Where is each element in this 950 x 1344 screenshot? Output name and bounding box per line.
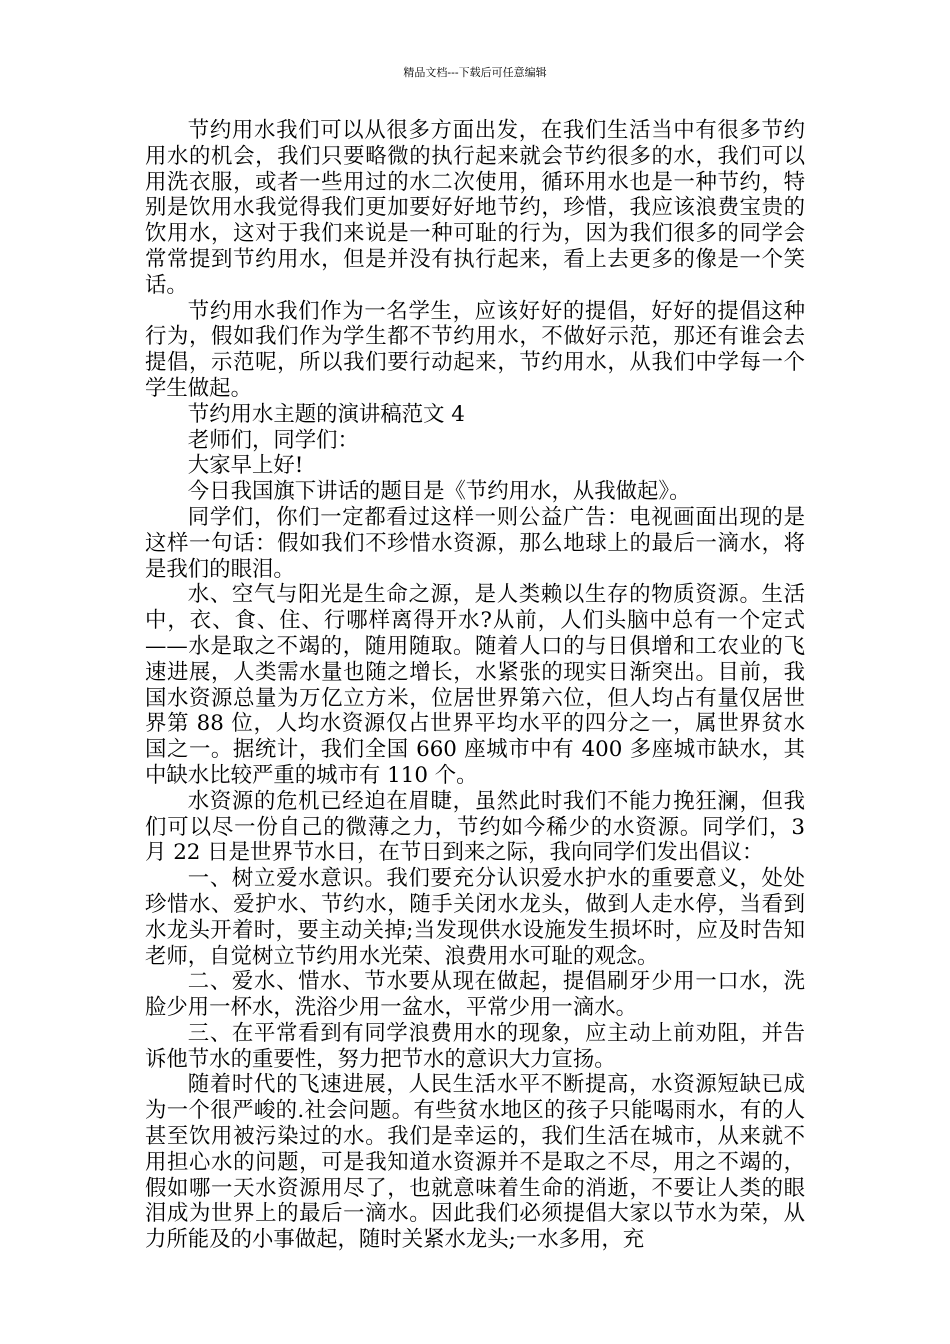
proposal-item: 二、爱水、惜水、节水要从现在做起，提倡刷牙少用一口水，洗脸少用一杯水，洗浴少用一盆水，平常少用一滴水。 xyxy=(145,969,805,1021)
paragraph: 节约用水我们作为一名学生，应该好好的提倡，好好的提倡这种行为，假如我们作为学生都不节约用水，不做好示范，那还有谁会去提倡，示范呢，所以我们要行动起来，节约用水，从我们中学每一个学生做起。 xyxy=(145,298,805,401)
paragraph: 水资源的危机已经迫在眉睫，虽然此时我们不能力挽狂澜，但我们可以尽一份自己的微薄之力，节约如今稀少的水资源。同学们，3 月 22 日是世界节水日，在节日到来之际，我向同学们发出倡议： xyxy=(145,788,805,866)
paragraph: 今日我国旗下讲话的题目是《节约用水，从我做起》。 xyxy=(187,479,691,505)
page-header: 精品文档---下载后可任意编辑 xyxy=(403,66,547,79)
greeting: 大家早上好! xyxy=(187,453,304,479)
paragraph: 同学们，你们一定都看过这样一则公益广告：电视画面出现的是这样一句话：假如我们不珍惜水资源，那么地球上的最后一滴水，将是我们的眼泪。 xyxy=(145,504,805,582)
paragraph: 随着时代的飞速进展，人民生活水平不断提高，水资源短缺已成为一个很严峻的.社会问题。有些贫水地区的孩子只能喝雨水，有的人甚至饮用被污染过的水。我们是幸运的，我们生活在城市，从来就不用担心水的问题，可是我知道水资源并不是取之不尽，用之不竭的，假如哪一天水资源用尽了，也就意味着生命的消逝，不要让人类的眼泪成为世界上的最后一滴水。因此我们必须提倡大家以节水为荣，从力所能及的小事做起，随时关紧水龙头;一水多用，充 xyxy=(145,1072,805,1253)
salutation: 老师们，同学们： xyxy=(187,427,359,453)
document-body xyxy=(145,118,805,1253)
section-title: 节约用水主题的演讲稿范文 4 xyxy=(187,401,465,427)
paragraph: 水、空气与阳光是生命之源，是人类赖以生存的物质资源。生活中，衣、食、住、行哪样离得开水?从前，人们头脑中总有一个定式——水是取之不竭的，随用随取。随着人口的与日俱增和工农业的飞速进展，人类需水量也随之增长，水紧张的现实日渐突出。目前，我国水资源总量为万亿立方米，位居世界第六位，但人均占有量仅居世界第 88 位，人均水资源仅占世界平均水平的四分之一，属世界贫水国之一。据统计，我们全国 660 座城市中有 400 多座城市缺水，其中缺水比较严重的城市有 110 个。 xyxy=(145,582,805,788)
paragraph: 节约用水我们可以从很多方面出发，在我们生活当中有很多节约用水的机会，我们只要略微的执行起来就会节约很多的水，我们可以用洗衣服，或者一些用过的水二次使用，循环用水也是一种节约，特别是饮用水我觉得我们更加要好好地节约，珍惜，我应该浪费宝贵的饮用水，这对于我们来说是一种可耻的行为，因为我们很多的同学会常常提到节约用水，但是并没有执行起来，看上去更多的像是一个笑话。 xyxy=(145,118,805,298)
proposal-item: 三、在平常看到有同学浪费用水的现象，应主动上前劝阻，并告诉他节水的重要性，努力把节水的意识大力宣扬。 xyxy=(145,1020,805,1072)
proposal-item: 一、树立爱水意识。我们要充分认识爱水护水的重要意义，处处珍惜水、爱护水、节约水，随手关闭水龙头，做到人走水停，当看到水龙头开着时，要主动关掉;当发现供水设施发生损坏时，应及时告知老师，自觉树立节约用水光荣、浪费用水可耻的观念。 xyxy=(145,866,805,969)
